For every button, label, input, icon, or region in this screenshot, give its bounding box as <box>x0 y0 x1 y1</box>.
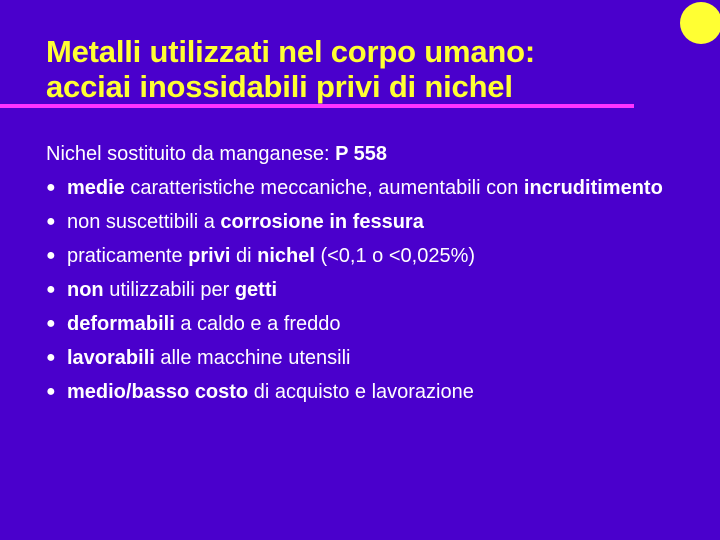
bullet-bold: getti <box>234 279 278 301</box>
bullet-bold: privi <box>188 245 231 267</box>
bullet-icon: ● <box>46 315 56 332</box>
bullet-text: di acquisto e lavorazione <box>248 381 474 403</box>
bullet-item <box>46 244 686 268</box>
bullet-bold: non <box>67 279 104 301</box>
bullet-text: di <box>230 245 258 267</box>
bullet-item <box>46 210 686 234</box>
intro-line <box>46 142 387 166</box>
bullet-bold: nichel <box>257 245 315 267</box>
bullet-text: non suscettibili a <box>67 211 221 233</box>
bullet-bold: medio/basso costo <box>67 381 249 403</box>
bullet-bold: deformabili <box>67 313 175 335</box>
bullet-icon: ● <box>46 281 56 298</box>
yellow-circle-decoration <box>680 2 720 44</box>
bullet-bold: corrosione in fessura <box>220 211 424 233</box>
title-line-1: Metalli utilizzati nel corpo umano: <box>46 34 536 69</box>
bullet-icon: ● <box>46 179 56 196</box>
bullet-text: utilizzabili per <box>103 279 235 301</box>
bullet-item <box>46 346 686 370</box>
title-underline <box>0 104 634 108</box>
bullet-bold: lavorabili <box>67 347 155 369</box>
bullet-text: caratteristiche meccaniche, aumentabili con <box>124 177 524 199</box>
bullet-bold: incruditimento <box>523 177 663 199</box>
bullet-icon: ● <box>46 247 56 264</box>
intro-text: Nichel sostituito da manganese: <box>46 143 336 165</box>
bullet-icon: ● <box>46 349 56 366</box>
bullet-list <box>46 176 686 414</box>
bullet-text: praticamente <box>67 245 189 267</box>
bullet-item <box>46 380 686 404</box>
bullet-text: alle macchine utensili <box>154 347 351 369</box>
bullet-icon: ● <box>46 213 56 230</box>
bullet-text: (<0,1 o <0,025%) <box>314 245 476 267</box>
bullet-icon: ● <box>46 383 56 400</box>
slide-title <box>46 34 666 104</box>
intro-bold: P 558 <box>335 143 387 165</box>
bullet-item <box>46 176 686 200</box>
bullet-item <box>46 278 686 302</box>
bullet-text: a caldo e a freddo <box>174 313 341 335</box>
title-line-2: acciai inossidabili privi di nichel <box>46 69 513 104</box>
bullet-item <box>46 312 686 336</box>
bullet-bold: medie <box>67 177 125 199</box>
